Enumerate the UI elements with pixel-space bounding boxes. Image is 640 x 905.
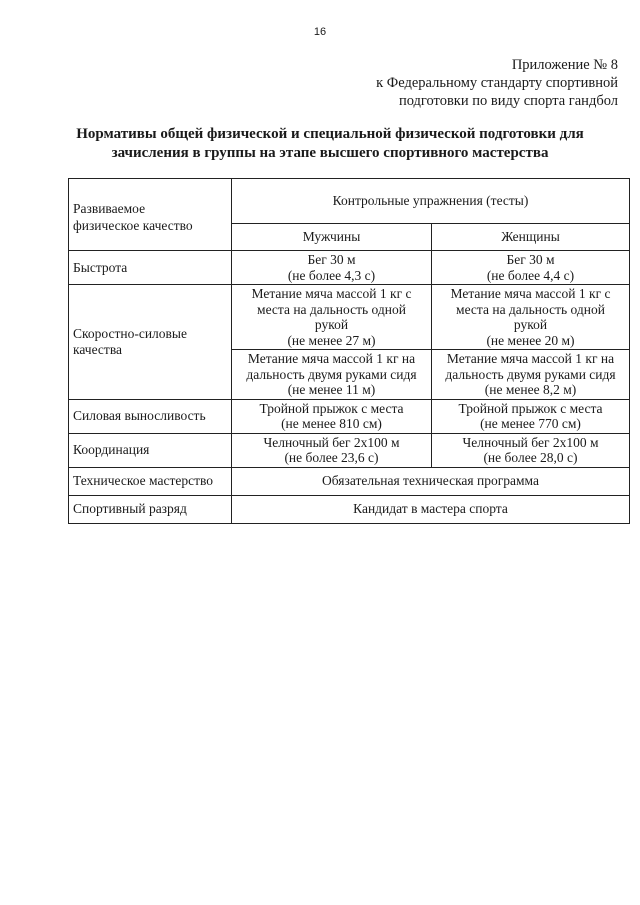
women-norm-cell bbox=[432, 433, 630, 467]
cell-line: (не менее 27 м) bbox=[287, 332, 376, 348]
table-row bbox=[69, 495, 630, 523]
combined-norm-cell: Обязательная техническая программа bbox=[232, 467, 630, 495]
cell-line: (не более 23,6 с) bbox=[284, 450, 379, 465]
page-number: 16 bbox=[313, 26, 327, 38]
men-norm-cell bbox=[232, 433, 432, 467]
combined-norm-cell: Кандидат в мастера спорта bbox=[232, 495, 630, 523]
men-column-header: Мужчины bbox=[232, 224, 432, 251]
cell-line: места на дальность одной bbox=[257, 301, 406, 317]
appendix-line: подготовки по виду спорта гандбол bbox=[398, 93, 618, 109]
men-norm-cell bbox=[232, 399, 432, 433]
title-line: зачисления в группы на этапе высшего спортивного мастерства bbox=[111, 145, 549, 161]
table-row bbox=[69, 433, 630, 467]
women-norm-cell bbox=[432, 350, 630, 400]
cell-line: дальность двумя руками сидя bbox=[246, 366, 417, 382]
cell-line: Бег 30 м bbox=[506, 252, 555, 267]
title-line: Нормативы общей физической и специальной физической подготовки для bbox=[76, 126, 584, 142]
quality-cell: Техническое мастерство bbox=[69, 467, 232, 495]
cell-line: (не более 4,4 с) bbox=[486, 267, 575, 283]
table-row bbox=[69, 251, 630, 285]
women-norm-cell bbox=[432, 285, 630, 350]
quality-cell: Быстрота bbox=[69, 251, 232, 285]
cell-line: Челночный бег 2x100 м bbox=[462, 434, 599, 450]
cell-line: рукой bbox=[314, 317, 349, 332]
quality-cell: Силовая выносливость bbox=[69, 399, 232, 433]
quality-cell: Координация bbox=[69, 433, 232, 467]
cell-line: Тройной прыжок с места bbox=[458, 400, 603, 416]
cell-line: дальность двумя руками сидя bbox=[445, 366, 616, 382]
cell-line: качества bbox=[73, 341, 123, 357]
men-norm-cell bbox=[232, 350, 432, 400]
quality-cell: Спортивный разряд bbox=[69, 495, 232, 523]
norms-table bbox=[68, 178, 630, 524]
cell-line: (не менее 8,2 м) bbox=[484, 382, 577, 397]
women-norm-cell bbox=[432, 251, 630, 285]
appendix-line: к Федеральному стандарту спортивной bbox=[376, 75, 618, 91]
cell-line: (не менее 770 см) bbox=[480, 416, 581, 431]
quality-column-header bbox=[69, 179, 232, 251]
quality-cell bbox=[69, 285, 232, 400]
cell-line: (не более 4,3 с) bbox=[287, 267, 376, 283]
appendix-line: Приложение № 8 bbox=[511, 57, 618, 73]
cell-line: (не менее 11 м) bbox=[287, 382, 376, 397]
men-norm-cell bbox=[232, 251, 432, 285]
cell-line: рукой bbox=[513, 317, 548, 332]
cell-line: (не менее 810 см) bbox=[281, 416, 382, 431]
cell-line: Метание мяча массой 1 кг с bbox=[450, 286, 611, 301]
cell-line: (не более 28,0 с) bbox=[483, 450, 578, 465]
cell-line: (не менее 20 м) bbox=[486, 332, 575, 348]
cell-line: Скоростно-силовые bbox=[73, 326, 187, 342]
cell-line: Тройной прыжок с места bbox=[259, 400, 404, 416]
women-norm-cell bbox=[432, 399, 630, 433]
cell-line: Метание мяча массой 1 кг на bbox=[446, 351, 615, 366]
cell-line: Метание мяча массой 1 кг на bbox=[247, 351, 416, 366]
document-title bbox=[40, 125, 620, 163]
header-line: физическое качество bbox=[73, 218, 193, 233]
table-row bbox=[69, 399, 630, 433]
women-column-header: Женщины bbox=[432, 224, 630, 251]
cell-line: места на дальность одной bbox=[456, 301, 605, 317]
cell-line: Челночный бег 2x100 м bbox=[263, 434, 400, 450]
cell-line: Метание мяча массой 1 кг с bbox=[251, 286, 412, 301]
men-norm-cell bbox=[232, 285, 432, 350]
cell-line: Бег 30 м bbox=[307, 252, 356, 267]
appendix-note bbox=[376, 56, 618, 110]
table-row bbox=[69, 285, 630, 350]
table-row bbox=[69, 467, 630, 495]
tests-column-header: Контрольные упражнения (тесты) bbox=[232, 179, 630, 224]
table-header-row bbox=[69, 179, 630, 224]
header-line: Развиваемое bbox=[73, 201, 146, 216]
